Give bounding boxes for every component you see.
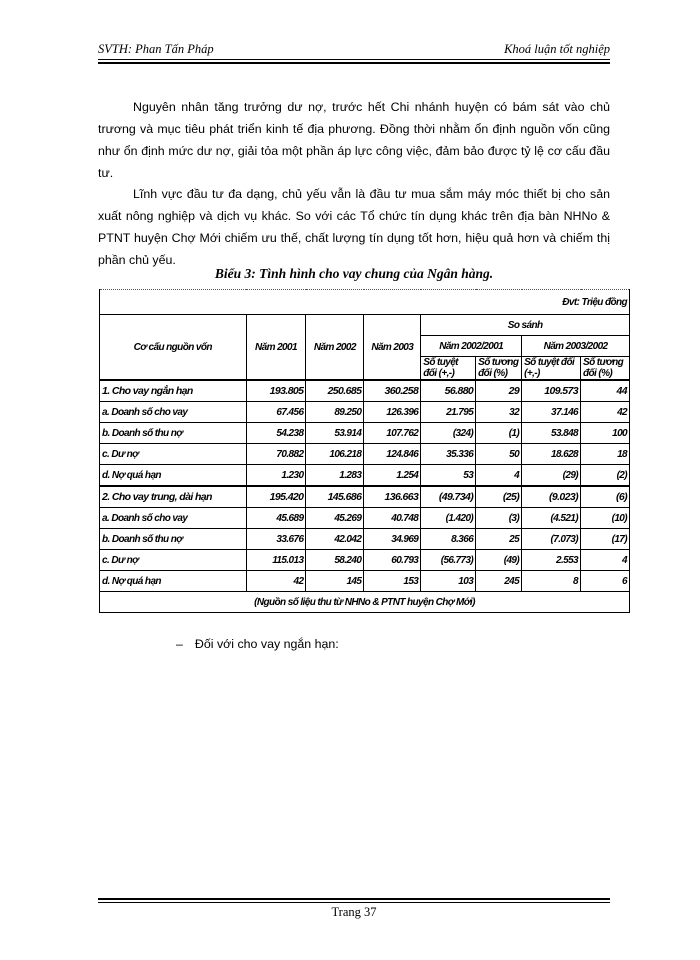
cell-abs1: 53 xyxy=(421,465,476,487)
row-label: c. Dư nợ xyxy=(100,550,247,571)
cell-rel1: 25 xyxy=(476,529,522,550)
header-year-2002: Năm 2002 xyxy=(306,315,364,381)
table-source: (Nguồn số liệu thu từ NHNo & PTNT huyện Chợ Mới) xyxy=(100,592,630,613)
paragraph-1: Nguyên nhân tăng trưởng dư nợ, trước hết Chi nhánh huyện có bám sát vào chủ trương và mục tiêu phát triển kinh tế địa phương. Đồng thời nhằm ổn định nguồn vốn cũng như ổn định mức dư nợ, giải tỏa một phần áp lực công việc, đảm bảo được tỷ lệ cơ cấu đầu tư. xyxy=(98,100,610,180)
cell-rel1: (1) xyxy=(476,423,522,444)
header-title: Khoá luận tốt nghiệp xyxy=(504,42,610,56)
page-header xyxy=(98,38,610,58)
cell-y2003: 40.748 xyxy=(364,508,421,529)
table-row xyxy=(100,529,630,550)
table-row xyxy=(100,571,630,592)
cell-rel1: 4 xyxy=(476,465,522,487)
cell-y2003: 60.793 xyxy=(364,550,421,571)
cell-rel1: 29 xyxy=(476,380,522,402)
cell-y2002: 145 xyxy=(306,571,364,592)
table-row xyxy=(100,486,630,508)
cell-rel2: 44 xyxy=(581,380,630,402)
cell-rel2: (10) xyxy=(581,508,630,529)
row-label: c. Dư nợ xyxy=(100,444,247,465)
cell-rel2: 100 xyxy=(581,423,630,444)
cell-y2001: 1.230 xyxy=(246,465,306,487)
cell-abs2: (4.521) xyxy=(522,508,581,529)
cell-rel2: 6 xyxy=(581,571,630,592)
cell-rel2: (2) xyxy=(581,465,630,487)
table-row xyxy=(100,402,630,423)
cell-y2002: 89.250 xyxy=(306,402,364,423)
cell-rel1: (25) xyxy=(476,486,522,508)
header-rel-2: Số tương đối (%) xyxy=(581,357,630,381)
cell-abs2: (29) xyxy=(522,465,581,487)
page-number: Trang 37 xyxy=(331,905,377,919)
cell-abs2: 2.553 xyxy=(522,550,581,571)
header-author: SVTH: Phan Tấn Pháp xyxy=(98,42,214,56)
table-row xyxy=(100,380,630,402)
cell-y2002: 45.269 xyxy=(306,508,364,529)
cell-abs1: (1.420) xyxy=(421,508,476,529)
header-abs-1: Số tuyệt đối (+,-) xyxy=(421,357,476,381)
header-year-2003: Năm 2003 xyxy=(364,315,421,381)
footer-rule xyxy=(98,898,610,903)
row-label: d. Nợ quá hạn xyxy=(100,571,247,592)
header-abs-2: Số tuyệt đối (+,-) xyxy=(522,357,581,381)
cell-y2001: 115.013 xyxy=(246,550,306,571)
cell-y2001: 33.676 xyxy=(246,529,306,550)
cell-y2001: 70.882 xyxy=(246,444,306,465)
cell-abs1: (49.734) xyxy=(421,486,476,508)
table-row xyxy=(100,550,630,571)
header-period-2: Năm 2003/2002 xyxy=(522,336,630,357)
cell-rel2: 18 xyxy=(581,444,630,465)
row-label: a. Doanh số cho vay xyxy=(100,508,247,529)
cell-y2002: 58.240 xyxy=(306,550,364,571)
cell-abs2: 109.573 xyxy=(522,380,581,402)
cell-y2001: 54.238 xyxy=(246,423,306,444)
cell-abs1: 21.795 xyxy=(421,402,476,423)
row-label: 1. Cho vay ngắn hạn xyxy=(100,380,247,402)
cell-y2003: 360.258 xyxy=(364,380,421,402)
cell-y2002: 145.686 xyxy=(306,486,364,508)
cell-abs1: 35.336 xyxy=(421,444,476,465)
table-body xyxy=(100,380,630,592)
table-row xyxy=(100,423,630,444)
cell-abs1: (324) xyxy=(421,423,476,444)
cell-rel1: 245 xyxy=(476,571,522,592)
cell-abs1: (56.773) xyxy=(421,550,476,571)
cell-rel2: (17) xyxy=(581,529,630,550)
cell-abs2: 8 xyxy=(522,571,581,592)
cell-abs2: 37.146 xyxy=(522,402,581,423)
cell-y2003: 126.396 xyxy=(364,402,421,423)
cell-y2002: 1.283 xyxy=(306,465,364,487)
row-label: b. Doanh số thu nợ xyxy=(100,423,247,444)
cell-rel1: 50 xyxy=(476,444,522,465)
loan-table xyxy=(99,289,630,613)
bullet-text: Đối với cho vay ngắn hạn: xyxy=(194,637,339,651)
cell-rel1: (3) xyxy=(476,508,522,529)
header-rel-1: Số tương đối (%) xyxy=(476,357,522,381)
cell-y2002: 42.042 xyxy=(306,529,364,550)
cell-abs2: 18.628 xyxy=(522,444,581,465)
cell-y2001: 45.689 xyxy=(246,508,306,529)
cell-y2002: 250.685 xyxy=(306,380,364,402)
bullet-item xyxy=(176,637,339,651)
unit-label: Đvt: Triệu đồng xyxy=(100,290,630,315)
row-label: b. Doanh số thu nợ xyxy=(100,529,247,550)
cell-rel2: 42 xyxy=(581,402,630,423)
header-structure: Cơ cấu nguồn vốn xyxy=(100,315,247,381)
cell-abs1: 8.366 xyxy=(421,529,476,550)
cell-y2001: 195.420 xyxy=(246,486,306,508)
header-rule xyxy=(98,59,610,64)
cell-y2003: 153 xyxy=(364,571,421,592)
header-compare: So sánh xyxy=(421,315,630,336)
table-row xyxy=(100,508,630,529)
cell-abs2: 53.848 xyxy=(522,423,581,444)
cell-y2002: 53.914 xyxy=(306,423,364,444)
table-row xyxy=(100,465,630,487)
cell-rel1: 32 xyxy=(476,402,522,423)
header-period-1: Năm 2002/2001 xyxy=(421,336,522,357)
cell-abs1: 103 xyxy=(421,571,476,592)
cell-abs1: 56.880 xyxy=(421,380,476,402)
cell-y2001: 67.456 xyxy=(246,402,306,423)
cell-abs2: (7.073) xyxy=(522,529,581,550)
cell-y2001: 42 xyxy=(246,571,306,592)
cell-y2002: 106.218 xyxy=(306,444,364,465)
row-label: d. Nợ quá hạn xyxy=(100,465,247,487)
cell-rel2: (6) xyxy=(581,486,630,508)
table-caption: Biểu 3: Tình hình cho vay chung của Ngân hàng. xyxy=(214,266,494,281)
cell-y2003: 136.663 xyxy=(364,486,421,508)
cell-y2003: 124.846 xyxy=(364,444,421,465)
cell-y2003: 1.254 xyxy=(364,465,421,487)
row-label: 2. Cho vay trung, dài hạn xyxy=(100,486,247,508)
bullet-dash: – xyxy=(176,637,183,651)
header-year-2001: Năm 2001 xyxy=(246,315,306,381)
cell-rel1: (49) xyxy=(476,550,522,571)
cell-y2003: 107.762 xyxy=(364,423,421,444)
cell-y2003: 34.969 xyxy=(364,529,421,550)
cell-abs2: (9.023) xyxy=(522,486,581,508)
table-row xyxy=(100,444,630,465)
paragraph-2: Lĩnh vực đầu tư đa dạng, chủ yếu vẫn là đầu tư mua sắm máy móc thiết bị cho sản xuất nông nghiệp và dịch vụ khác. So với các Tổ chức tín dụng khác trên địa bàn NHNo & PTNT huyện Chợ Mới chiếm ưu thế, chất lượng tín dụng tốt hơn, hiệu quả hơn và chiếm thị phần chủ yếu. xyxy=(98,187,610,267)
cell-y2001: 193.805 xyxy=(246,380,306,402)
cell-rel2: 4 xyxy=(581,550,630,571)
row-label: a. Doanh số cho vay xyxy=(100,402,247,423)
